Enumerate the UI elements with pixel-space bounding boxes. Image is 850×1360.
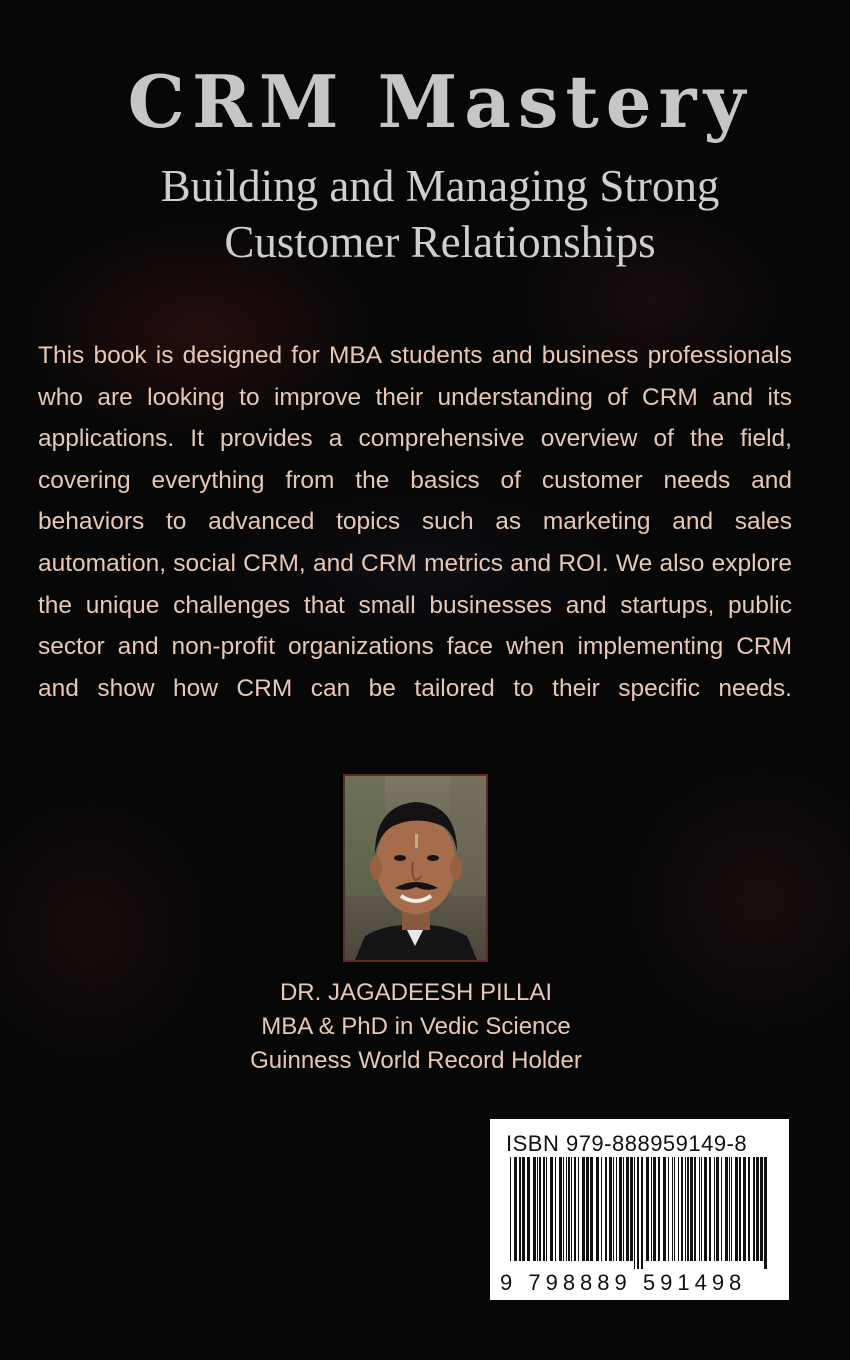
subtitle-line-2: Customer Relationships: [224, 217, 656, 267]
subtitle-line-1: Building and Managing Strong: [160, 161, 720, 211]
barcode-bar: [543, 1157, 545, 1261]
barcode-bar: [574, 1157, 576, 1261]
barcode-bar: [601, 1157, 602, 1261]
barcode-bar: [685, 1157, 686, 1261]
barcode-bar: [699, 1157, 700, 1261]
barcode-bar: [729, 1157, 730, 1261]
author-info: [166, 976, 666, 1078]
author-name: DR. JAGADEESH PILLAI: [279, 979, 553, 1006]
barcode-bar: [537, 1157, 538, 1261]
barcode-bar: [522, 1157, 525, 1261]
barcode-bar: [590, 1157, 593, 1261]
barcode-bar: [582, 1157, 585, 1261]
barcode-bars: [504, 1157, 774, 1269]
author-photo: [343, 774, 488, 962]
isbn-label: ISBN 979-888959149-8: [506, 1131, 748, 1156]
barcode-bar: [623, 1157, 624, 1261]
barcode-bar: [555, 1157, 556, 1261]
barcode-bar: [721, 1157, 722, 1261]
barcode-bar: [653, 1157, 656, 1261]
barcode-bar: [658, 1157, 660, 1261]
barcode-bar: [668, 1157, 669, 1261]
barcode-bar: [760, 1157, 763, 1261]
barcode-bar: [596, 1157, 599, 1261]
barcode-bar: [550, 1157, 553, 1261]
barcode-bar: [609, 1157, 612, 1261]
barcode-bar: [701, 1157, 702, 1261]
isbn-barcode: [490, 1119, 789, 1300]
barcode-bar: [690, 1157, 693, 1261]
barcode-bar: [739, 1157, 741, 1261]
barcode-bar: [578, 1157, 579, 1261]
barcode-bar: [756, 1157, 759, 1261]
barcode-bar: [753, 1157, 755, 1261]
barcode-digits: 9 798889 591498: [500, 1270, 747, 1295]
barcode-bar: [694, 1157, 696, 1261]
barcode-bar: [743, 1157, 746, 1261]
barcode-bar: [748, 1157, 750, 1261]
barcode-bar: [725, 1157, 728, 1261]
barcode-bar: [663, 1157, 666, 1261]
barcode-bar: [510, 1157, 511, 1261]
barcode-bar: [566, 1157, 567, 1261]
barcode-bar: [605, 1157, 607, 1261]
barcode-bar: [709, 1157, 711, 1261]
barcode-bar: [571, 1157, 572, 1261]
barcode-bar: [630, 1157, 633, 1261]
barcode-bar: [586, 1157, 589, 1261]
barcode-bar: [539, 1157, 541, 1261]
barcode-bar: [704, 1157, 707, 1261]
author-portrait-icon: [345, 776, 486, 960]
barcode-bar: [563, 1157, 564, 1261]
barcode-bar: [613, 1157, 614, 1261]
barcode-bar: [672, 1157, 673, 1261]
barcode-bar: [716, 1157, 719, 1261]
barcode-bar: [678, 1157, 679, 1261]
barcode-bar: [559, 1157, 562, 1261]
barcode-bar: [533, 1157, 536, 1261]
barcode-bar: [687, 1157, 689, 1261]
barcode-bar: [527, 1157, 530, 1261]
barcode-bar: [637, 1157, 639, 1269]
barcode-bar: [714, 1157, 715, 1261]
book-subtitle: [60, 158, 820, 270]
barcode-bar: [546, 1157, 547, 1261]
author-distinction: Guinness World Record Holder: [250, 1047, 582, 1074]
barcode-bar: [641, 1157, 643, 1269]
barcode-bar: [674, 1157, 675, 1261]
barcode-bar: [764, 1157, 767, 1269]
barcode-bar: [514, 1157, 517, 1261]
book-description: This book is designed for MBA students and business professionals who are looking to improve their understanding of CRM and its applications. It provides a comprehensive overview of the field, covering everything from the basics of customer needs and behaviors to advanced topics such as marketing and sales automation, social CRM, and CRM metrics and ROI. We also explore the unique challenges that small businesses and startups, public sector and non-profit organizations face when implementing CRM and show how CRM can be tailored to their specific needs.: [38, 342, 792, 702]
barcode-bar: [735, 1157, 738, 1261]
barcode-bar: [568, 1157, 570, 1261]
barcode-bar: [619, 1157, 622, 1261]
barcode-bar: [731, 1157, 732, 1261]
barcode-bar: [651, 1157, 652, 1261]
barcode-bar: [616, 1157, 617, 1261]
barcode-bar: [634, 1157, 635, 1269]
author-credential: MBA & PhD in Vedic Science: [261, 1013, 571, 1040]
barcode-bar: [681, 1157, 683, 1261]
barcode-bar: [519, 1157, 521, 1261]
barcode-bar: [646, 1157, 649, 1261]
barcode-bar: [626, 1157, 629, 1261]
book-title: CRM Mastery: [127, 59, 753, 144]
